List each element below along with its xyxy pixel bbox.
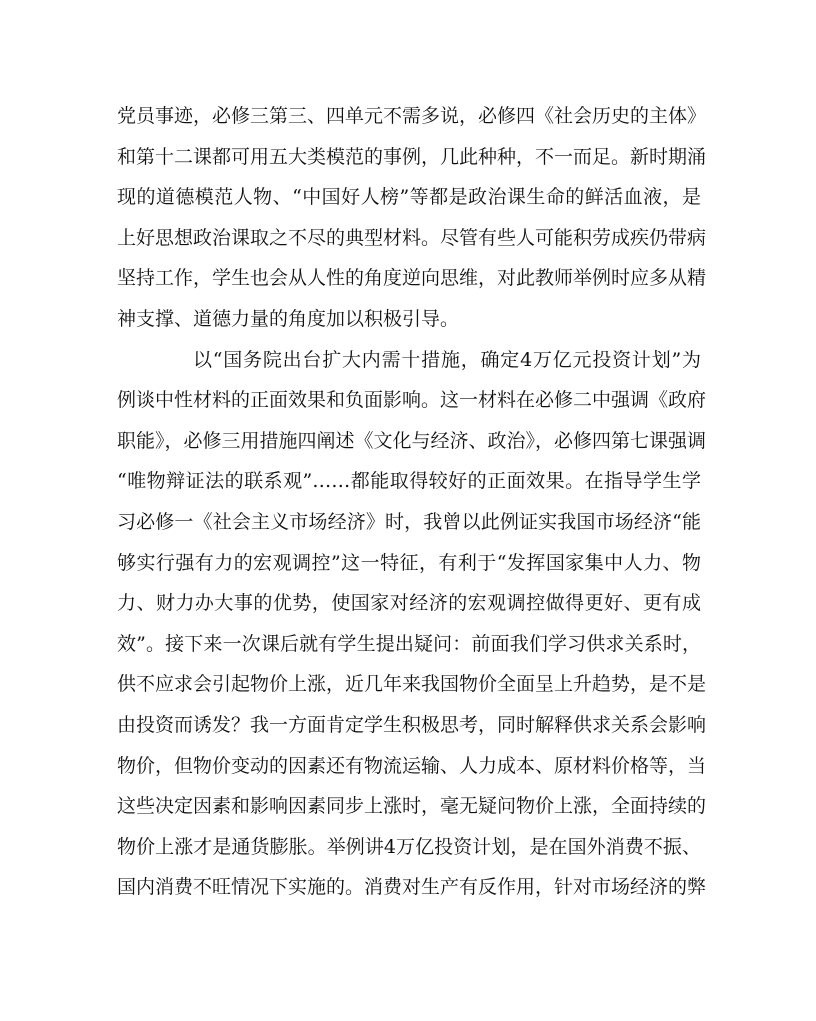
text-line: 物价，但物价变动的因素还有物流运输、人力成本、原材料价格等，当: [117, 754, 707, 777]
paragraph-1: [117, 96, 707, 340]
paragraph-2: [117, 340, 707, 908]
text-line: 职能》，必修三用措施四阐述《文化与经济、政治》，必修四第七课强调: [117, 429, 707, 452]
text-line: 习必修一《社会主义市场经济》时，我曾以此例证实我国市场经济“能: [117, 510, 701, 533]
text-line: 和第十二课都可用五大类模范的事例，几此种种，不一而足。新时期涌: [117, 145, 707, 168]
text-line: “唯物辩证法的联系观”……都能取得较好的正面效果。在指导学生学: [117, 470, 701, 493]
text-line: 国内消费不旺情况下实施的。消费对生产有反作用，针对市场经济的弊: [117, 876, 707, 899]
text-line: 够实行强有力的宏观调控”这一特征，有利于“发挥国家集中人力、物: [117, 551, 701, 574]
text-line: 物价上涨才是通货膨胀。举例讲4万亿投资计划，是在国外消费不振、: [117, 835, 701, 858]
text-line: 以“国务院出台扩大内需十措施，确定4万亿元投资计划”为: [193, 348, 701, 371]
body-text: [117, 96, 707, 908]
text-line: 由投资而诱发？我一方面肯定学生积极思考，同时解释供求关系会影响: [117, 713, 707, 736]
text-line: 供不应求会引起物价上涨，近几年来我国物价全面呈上升趋势，是不是: [117, 673, 707, 696]
text-line: 现的道德模范人物、“中国好人榜”等都是政治课生命的鲜活血液，是: [117, 186, 701, 209]
text-line: 力、财力办大事的优势，使国家对经济的宏观调控做得更好、更有成: [117, 592, 701, 615]
text-line: 例谈中性材料的正面效果和负面影响。这一材料在必修二中强调《政府: [117, 389, 707, 412]
text-line: 神支撑、道德力量的角度加以积极引导。: [117, 307, 460, 330]
text-line: 党员事迹，必修三第三、四单元不需多说，必修四《社会历史的主体》: [117, 105, 707, 127]
text-line: 效”。接下来一次课后就有学生提出疑问：前面我们学习供求关系时，: [117, 632, 701, 655]
text-line: 上好思想政治课取之不尽的典型材料。尽管有些人可能积劳成疾仍带病: [117, 226, 707, 249]
text-line: 这些决定因素和影响因素同步上涨时，毫无疑问物价上涨，全面持续的: [117, 795, 707, 818]
text-line: 坚持工作，学生也会从人性的角度逆向思维，对此教师举例时应多从精: [117, 267, 707, 290]
